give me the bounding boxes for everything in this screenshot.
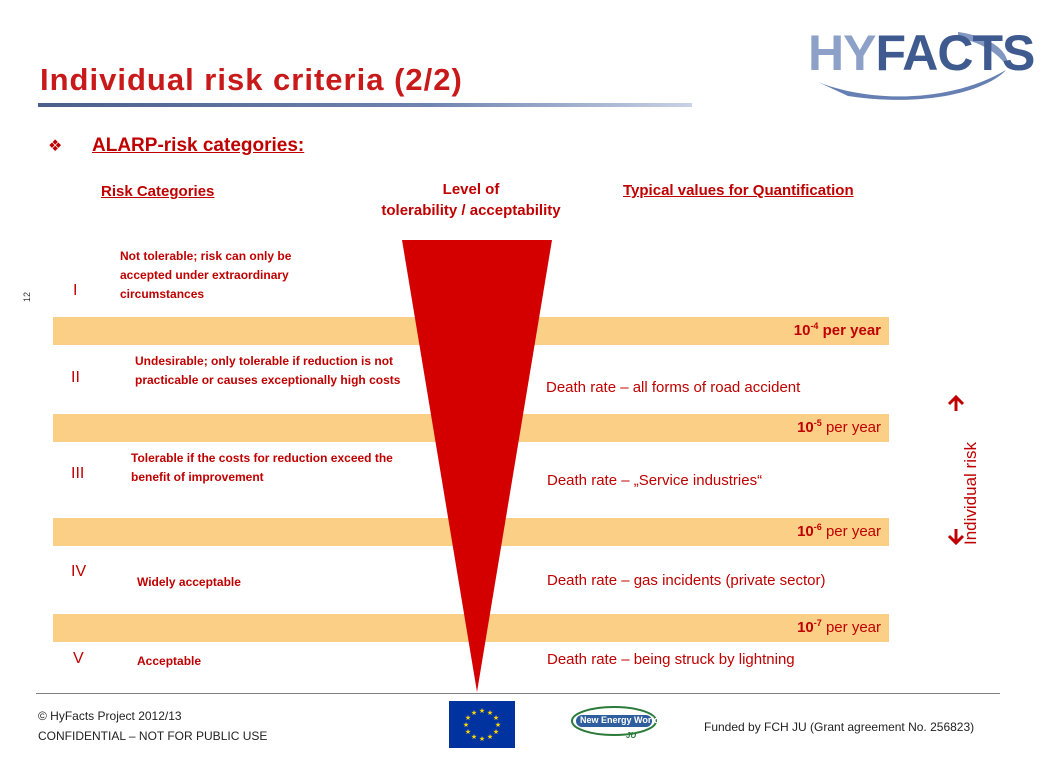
threshold-base-1: 10: [793, 322, 811, 339]
svg-text:★: ★: [462, 721, 470, 729]
category-numeral-2: II: [71, 369, 80, 386]
svg-text:★: ★: [464, 714, 472, 722]
svg-text:★: ★: [478, 735, 486, 743]
svg-text:★: ★: [478, 707, 486, 715]
threshold-label-4: [797, 618, 881, 636]
typical-value-5: Death rate – being struck by lightning: [547, 651, 795, 668]
threshold-label-2: [797, 418, 881, 436]
category-description-4: Widely acceptable: [137, 575, 241, 589]
new-energy-world-text: New Energy World: [580, 715, 660, 725]
page-title: Individual risk criteria (2/2): [40, 62, 463, 97]
typical-value-2: Death rate – all forms of road accident: [546, 379, 801, 396]
typical-value-3: Death rate – „Service industries“: [547, 472, 763, 489]
eu-stars-icon: [449, 701, 515, 748]
svg-text:★: ★: [494, 721, 502, 729]
title-underline-rule: [38, 103, 692, 107]
category-numeral-4: IV: [71, 563, 87, 580]
category-numeral-5: V: [73, 650, 84, 667]
header-risk-categories: Risk Categories: [101, 183, 215, 200]
category-description-1: Not tolerable; risk can only be accepted under extraordinary circumstances: [120, 249, 292, 301]
header-typical-values: Typical values for Quantification: [623, 182, 854, 199]
threshold-exponent-3: -6: [813, 522, 822, 532]
threshold-exponent-2: -5: [813, 418, 822, 428]
category-numeral-3: III: [71, 465, 85, 482]
new-energy-world-logo: [570, 703, 658, 745]
tolerability-triangle: [400, 238, 554, 694]
page-number: 12: [22, 291, 32, 302]
header-level-line2: tolerability / acceptability: [381, 202, 561, 219]
footer-funding-note: Funded by FCH JU (Grant agreement No. 256823): [704, 720, 975, 734]
threshold-base-3: 10: [797, 523, 814, 540]
logo-hy-text: HY: [808, 25, 876, 81]
logo-facts-text: FACTS: [875, 25, 1035, 81]
threshold-label-1: [794, 321, 881, 339]
threshold-exponent-4: -7: [813, 618, 822, 628]
svg-text:★: ★: [486, 709, 494, 717]
threshold-label-3: [797, 522, 881, 540]
section-subtitle: ALARP-risk categories:: [92, 135, 305, 156]
header-level-of-tolerability: [360, 179, 582, 221]
hyfacts-logo-text: [808, 24, 1034, 82]
svg-text:★: ★: [492, 728, 500, 736]
header-level-line1: Level of: [442, 181, 500, 198]
threshold-unit-3: per year: [825, 523, 881, 540]
eu-flag-logo: [449, 701, 515, 748]
category-description-3: Tolerable if the costs for reduction exceed the benefit of improvement: [131, 451, 393, 484]
threshold-base-4: 10: [797, 619, 814, 636]
footer-copyright: © HyFacts Project 2012/13: [38, 709, 182, 723]
svg-text:★: ★: [464, 728, 472, 736]
individual-risk-label: Individual risk: [961, 442, 980, 545]
category-description-5: Acceptable: [137, 654, 202, 668]
threshold-exponent-1: -4: [810, 321, 819, 331]
svg-text:★: ★: [486, 733, 494, 741]
category-description-2: Undesirable; only tolerable if reduction is not practicable or causes exceptionally high costs: [135, 354, 401, 387]
diamond-bullet-icon: ❖: [48, 138, 63, 155]
threshold-unit-2: per year: [825, 419, 881, 436]
typical-value-4: Death rate – gas incidents (private sector): [547, 572, 826, 589]
footer-copyright-block: [38, 706, 267, 746]
threshold-unit-1: per year: [822, 322, 881, 339]
footer-confidential: CONFIDENTIAL – NOT FOR PUBLIC USE: [38, 729, 268, 743]
threshold-unit-4: per year: [825, 619, 881, 636]
svg-text:★: ★: [470, 733, 478, 741]
footer-divider: [36, 693, 1000, 694]
category-numeral-1: I: [73, 282, 78, 299]
threshold-base-2: 10: [797, 419, 814, 436]
new-energy-world-ju-text: JU: [626, 731, 637, 740]
svg-text:★: ★: [470, 709, 478, 717]
svg-text:★: ★: [492, 714, 500, 722]
